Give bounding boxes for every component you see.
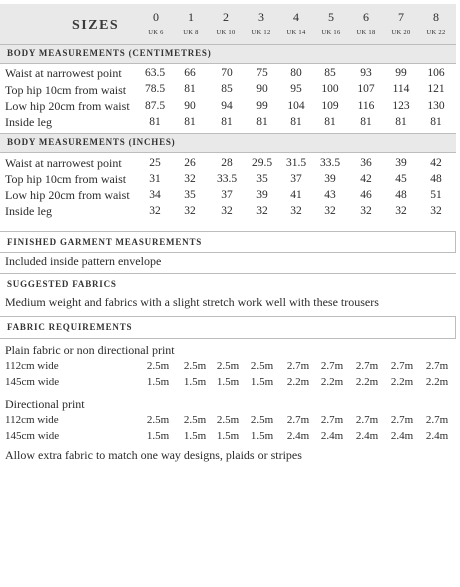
table-cell: 2.2m	[320, 376, 344, 388]
table-cell: 41	[290, 189, 302, 201]
size-uk-label: UK 14	[286, 29, 306, 36]
table-cell: 2.5m	[183, 360, 207, 372]
table-cell: 81	[184, 115, 196, 128]
table-cell: 2.2m	[355, 376, 379, 388]
divider	[0, 231, 456, 232]
table-cell: 75	[256, 67, 268, 79]
size-number: 2	[223, 10, 229, 24]
table-cell: 2.5m	[250, 414, 274, 426]
size-uk-label: UK 6	[148, 29, 164, 36]
table-cell: 42	[430, 157, 442, 169]
size-number: 1	[188, 10, 194, 24]
size-number: 6	[363, 10, 369, 24]
section-header-fabrics	[0, 275, 456, 293]
table-cell: 32	[184, 205, 196, 217]
row-label: Inside leg	[5, 204, 52, 218]
table-cell: 1.5m	[216, 376, 240, 388]
sizes-title: SIZES	[72, 18, 120, 33]
table-cell: 32	[290, 205, 302, 217]
section-title: SUGGESTED FABRICS	[7, 279, 117, 289]
section-title: FABRIC REQUIREMENTS	[7, 322, 133, 332]
row-label: Low hip 20cm from waist	[5, 188, 130, 202]
table-cell: 81	[221, 115, 233, 128]
divider	[0, 133, 456, 134]
divider	[0, 252, 456, 253]
table-cell: 104	[287, 99, 305, 112]
divider	[0, 273, 456, 274]
table-cell: 121	[427, 83, 445, 96]
row-label: 145cm wide	[5, 376, 60, 388]
table-cell: 2.5m	[216, 414, 240, 426]
table-cell: 35	[184, 189, 196, 201]
table-cell: 32	[395, 205, 407, 217]
table-cell: 32	[324, 205, 336, 217]
table-cell: 116	[357, 99, 375, 112]
table-cell: 32	[360, 205, 372, 217]
divider	[0, 152, 456, 153]
table-cell: 63.5	[144, 67, 166, 79]
table-cell: 33.5	[319, 157, 341, 169]
table-cell: 2.5m	[146, 360, 170, 372]
size-number: 0	[153, 10, 159, 24]
table-cell: 32	[430, 205, 442, 217]
table-cell: 51	[430, 189, 442, 201]
table-cell: 2.7m	[425, 414, 449, 426]
table-cell: 46	[360, 189, 372, 201]
table-cell: 33.5	[216, 173, 238, 185]
table-cell: 2.7m	[390, 360, 414, 372]
table-cell: 66	[184, 67, 196, 79]
table-cell: 85	[324, 67, 336, 79]
table-cell: 70	[221, 67, 233, 79]
table-cell: 114	[392, 83, 410, 96]
table-cell: 81	[256, 115, 268, 128]
finished-text: Included inside pattern envelope	[5, 254, 162, 268]
table-cell: 2.7m	[286, 414, 310, 426]
table-cell: 85	[221, 83, 233, 96]
table-cell: 1.5m	[183, 430, 207, 442]
table-cell: 39	[395, 157, 407, 169]
table-cell: 2.7m	[320, 414, 344, 426]
table-cell: 81	[395, 115, 407, 128]
row-label: Inside leg	[5, 115, 52, 129]
table-cell: 90	[184, 99, 196, 112]
size-uk-label: UK 22	[426, 29, 446, 36]
table-cell: 2.7m	[390, 414, 414, 426]
table-cell: 81	[324, 115, 336, 128]
table-cell: 1.5m	[216, 430, 240, 442]
table-cell: 2.4m	[355, 430, 379, 442]
table-cell: 99	[256, 99, 268, 112]
table-cell: 2.2m	[390, 376, 414, 388]
divider	[0, 338, 456, 339]
table-cell: 42	[360, 173, 372, 185]
group-heading: Plain fabric or non directional print	[5, 343, 175, 357]
table-cell: 106	[427, 67, 445, 79]
row-label: Waist at narrowest point	[5, 156, 122, 170]
row-label: 145cm wide	[5, 430, 60, 442]
size-uk-label: UK 12	[251, 29, 271, 36]
table-cell: 1.5m	[250, 376, 274, 388]
table-cell: 45	[395, 173, 407, 185]
section-title: FINISHED GARMENT MEASUREMENTS	[7, 237, 203, 247]
table-cell: 32	[149, 205, 161, 217]
table-cell: 2.4m	[286, 430, 310, 442]
table-cell: 1.5m	[250, 430, 274, 442]
table-cell: 2.5m	[216, 360, 240, 372]
table-cell: 99	[395, 67, 407, 79]
row-label: Top hip 10cm from waist	[5, 172, 127, 186]
table-cell: 2.7m	[286, 360, 310, 372]
size-uk-label: UK 16	[321, 29, 341, 36]
table-cell: 2.2m	[286, 376, 310, 388]
fabrics-text: Medium weight and fabrics with a slight stretch work well with these trousers	[5, 295, 379, 309]
table-cell: 80	[290, 67, 302, 79]
table-cell: 93	[360, 67, 372, 79]
table-cell: 95	[290, 83, 302, 96]
table-cell: 90	[256, 83, 268, 96]
table-cell: 2.4m	[320, 430, 344, 442]
divider	[0, 316, 456, 317]
section-header-finished	[0, 233, 456, 251]
group-heading: Directional print	[5, 397, 85, 411]
table-cell: 94	[221, 99, 233, 112]
section-title: BODY MEASUREMENTS (CENTIMETRES)	[7, 48, 212, 58]
table-cell: 87.5	[144, 99, 166, 112]
table-cell: 32	[256, 205, 268, 217]
table-cell: 29.5	[251, 157, 273, 169]
row-label: Low hip 20cm from waist	[5, 99, 130, 113]
table-cell: 2.2m	[425, 376, 449, 388]
table-cell: 2.5m	[146, 414, 170, 426]
size-number: 7	[398, 10, 404, 24]
size-number: 5	[328, 10, 334, 24]
table-cell: 28	[221, 157, 233, 169]
table-cell: 2.7m	[425, 360, 449, 372]
table-cell: 25	[149, 157, 161, 169]
requirements-note: Allow extra fabric to match one way designs, plaids or stripes	[5, 448, 302, 462]
table-cell: 100	[321, 83, 339, 96]
section-header-body-in	[0, 133, 456, 152]
table-cell: 2.4m	[425, 430, 449, 442]
table-cell: 48	[395, 189, 407, 201]
table-cell: 107	[357, 83, 375, 96]
table-cell: 81	[360, 115, 372, 128]
divider	[0, 44, 456, 45]
size-uk-label: UK 8	[183, 29, 199, 36]
table-cell: 35	[256, 173, 268, 185]
table-cell: 109	[321, 99, 339, 112]
row-label: 112cm wide	[5, 414, 59, 426]
table-cell: 39	[256, 189, 268, 201]
table-cell: 26	[184, 157, 196, 169]
divider	[0, 63, 456, 64]
table-cell: 81	[290, 115, 302, 128]
sizes-header	[0, 4, 456, 44]
table-cell: 32	[184, 173, 196, 185]
row-label: Waist at narrowest point	[5, 66, 122, 80]
table-cell: 2.7m	[355, 414, 379, 426]
table-cell: 81	[149, 115, 161, 128]
table-cell: 123	[392, 99, 410, 112]
row-label: 112cm wide	[5, 360, 59, 372]
table-cell: 2.5m	[183, 414, 207, 426]
table-cell: 48	[430, 173, 442, 185]
table-cell: 2.7m	[355, 360, 379, 372]
table-cell: 81	[430, 115, 442, 128]
table-cell: 34	[149, 189, 161, 201]
table-cell: 1.5m	[183, 376, 207, 388]
table-cell: 37	[221, 189, 233, 201]
size-number: 4	[293, 10, 299, 24]
section-header-body-cm	[0, 44, 456, 63]
table-cell: 39	[324, 173, 336, 185]
size-number: 8	[433, 10, 439, 24]
table-cell: 130	[427, 99, 445, 112]
section-header-requirements	[0, 318, 456, 336]
size-uk-label: UK 18	[356, 29, 376, 36]
table-cell: 2.7m	[320, 360, 344, 372]
table-cell: 81	[184, 83, 196, 96]
table-cell: 2.5m	[250, 360, 274, 372]
table-cell: 1.5m	[146, 376, 170, 388]
table-cell: 32	[221, 205, 233, 217]
table-cell: 1.5m	[146, 430, 170, 442]
table-cell: 36	[360, 157, 372, 169]
table-cell: 31.5	[285, 157, 307, 169]
size-number: 3	[258, 10, 264, 24]
row-label: Top hip 10cm from waist	[5, 83, 127, 97]
table-cell: 43	[324, 189, 336, 201]
table-cell: 2.4m	[390, 430, 414, 442]
table-cell: 31	[149, 173, 161, 185]
table-cell: 37	[290, 173, 302, 185]
table-cell: 78.5	[144, 83, 166, 96]
size-uk-label: UK 20	[391, 29, 411, 36]
section-title: BODY MEASUREMENTS (INCHES)	[7, 137, 176, 147]
size-uk-label: UK 10	[216, 29, 236, 36]
